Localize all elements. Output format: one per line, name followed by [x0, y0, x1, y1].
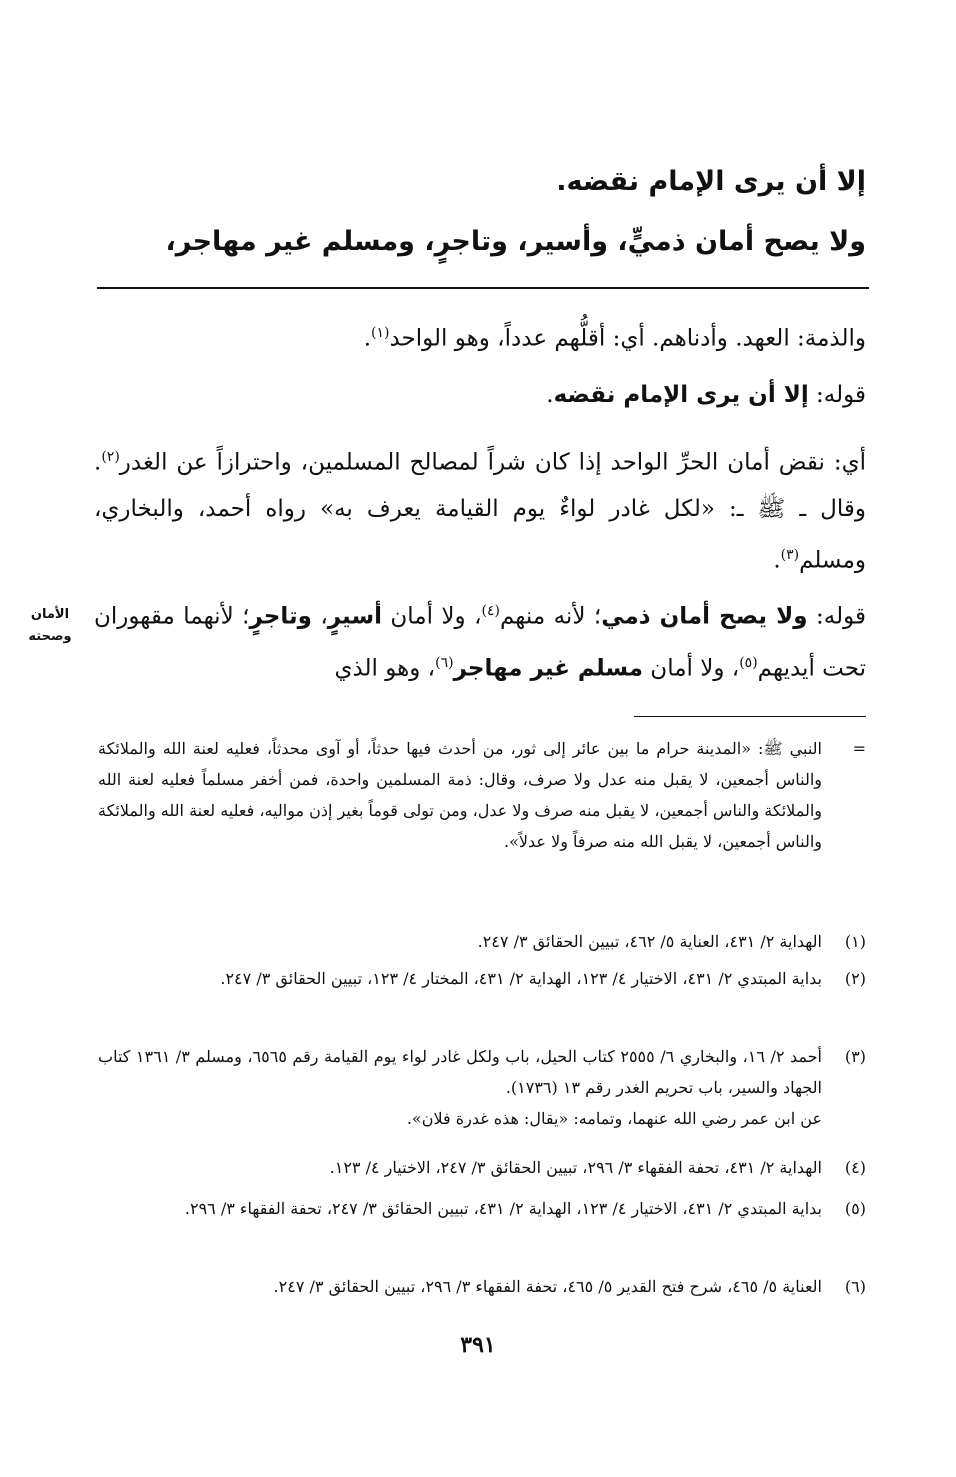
- p4-text-3: ،: [311, 603, 328, 630]
- commentary-paragraph-4: [94, 588, 866, 691]
- quoted-matn: ولا يصح أمان ذمي: [601, 603, 808, 630]
- footnote-text: بداية المبتدي ٢/ ٤٣١، الاختيار ٤/ ١٢٣، الهداية ٢/ ٤٣١، المختار ٤/ ١٢٣، تبيين الحقائق ٣/ ٢٤٧.: [220, 969, 822, 988]
- footnote-number: (١): [844, 932, 866, 951]
- footnote-ref: (٣): [780, 546, 800, 563]
- commentary-paragraph-1: [94, 310, 866, 362]
- footnote-number: (٦): [844, 1277, 866, 1296]
- page-number: ٣٩١: [460, 1332, 496, 1358]
- footnote-6: [98, 1271, 866, 1302]
- footnote-text: الهداية ٢/ ٤٣١، تحفة الفقهاء ٣/ ٢٩٦، تبيين الحقائق ٣/ ٢٤٧، الاختيار ٤/ ١٢٣.: [329, 1158, 822, 1177]
- footnote-ref: (١): [371, 325, 390, 341]
- margin-heading-line-1: الأمان: [30, 607, 70, 622]
- footnote-4: [98, 1152, 866, 1183]
- p4-text-1: ؛ لأنه منهم: [499, 603, 602, 630]
- p2-lead: قوله:: [808, 382, 866, 408]
- footnote-ref: (٢): [101, 449, 120, 465]
- footnote-number: (٢): [844, 969, 866, 988]
- p4-text-2: ، ولا أمان: [381, 603, 482, 630]
- matn-line-1: إلا أن يرى الإمام نقضه.: [556, 166, 866, 197]
- footnote-5: [98, 1193, 866, 1224]
- footnote-number: (٣): [844, 1047, 866, 1066]
- margin-heading-line-2: وصحته: [28, 629, 72, 644]
- footnote-text: النبي ﷺ: «المدينة حرام ما بين عائر إلى ثور، من أحدث فيها حدثاً، أو آوى محدثاً، فعليه لعنة الله والملائكة والناس أجمعين، لا يقبل منه عدل ولا صرف، وقال: ذمة المسلمين واحدة، فمن أخفر مسلماً فعليه لعنة الله والملائكة والناس أجمعين، لا يقبل منه صرف ولا عدل، ومن تولى قوماً بغير إذن مواليه، فعليه لعنة الله والملائكة والناس أجمعين، لا يقبل الله منه صرفاً ولا عدلاً».: [98, 739, 822, 851]
- commentary-paragraph-3: [94, 434, 866, 583]
- p2-end: .: [546, 382, 554, 408]
- footnote-3: [98, 1041, 866, 1134]
- footnote-number: (٥): [844, 1199, 866, 1218]
- footnote-number: (٤): [844, 1158, 866, 1177]
- p4-text-4: ؛ لأنهما مقهوران تحت أيديهم: [94, 603, 866, 682]
- margin-heading: [18, 604, 82, 648]
- p1-text: والذمة: العهد. وأدناهم. أي: أقلُّهم عدداً، وهو الواحد: [389, 325, 866, 352]
- quoted-matn: مسلم غير مهاجر: [453, 655, 643, 682]
- p3-text-2: . وقال ـ ﷺ ـ: «لكل غادر لواءٌ يوم القيامة يعرف به» رواه أحمد، والبخاري، ومسلم: [94, 449, 866, 574]
- footnote-2: [98, 963, 866, 994]
- matn-line-2: ولا يصح أمان ذميٍّ، وأسير، وتاجرٍ، ومسلم غير مهاجر،: [165, 226, 866, 257]
- footnote-text-continued: عن ابن عمر رضي الله عنهما، وتمامه: «يقال: هذه غدرة فلان».: [406, 1109, 822, 1128]
- footnote-ref: (٤): [481, 603, 500, 619]
- footnote-separator: [634, 716, 866, 717]
- footnote-text: بداية المبتدي ٢/ ٤٣١، الاختيار ٤/ ١٢٣، الهداية ٢/ ٤٣١، تبيين الحقائق ٣/ ٢٤٧، تحفة الفقهاء ٣/ ٢٩٦.: [184, 1199, 822, 1218]
- p4-text-5: ، ولا أمان: [643, 655, 740, 682]
- p3-end: .: [773, 547, 781, 574]
- footnote-text: الهداية ٢/ ٤٣١، العناية ٥/ ٤٦٢، تبيين الحقائق ٣/ ٢٤٧.: [477, 932, 822, 951]
- p3-text-1: أي: نقض أمان الحرِّ الواحد إذا كان شراً لمصالح المسلمين، واحترازاً عن الغدر: [119, 449, 866, 476]
- p4-text-6: ، وهو الذي: [334, 655, 436, 682]
- footnote-ref: (٥): [739, 654, 758, 671]
- matn-separator: [97, 287, 869, 289]
- continuation-marker: =: [852, 739, 866, 758]
- footnote-1: [98, 926, 866, 957]
- footnote-text: العناية ٥/ ٤٦٥، شرح فتح القدير ٥/ ٤٦٥، تحفة الفقهاء ٣/ ٢٩٦، تبيين الحقائق ٣/ ٢٤٧.: [273, 1277, 822, 1296]
- footnote-text: أحمد ٢/ ١٦، والبخاري ٦/ ٢٥٥٥ كتاب الحيل، باب ولكل غادر لواء يوم القيامة رقم ٦٥٦٥، ومسلم ٣/ ١٣٦١ كتاب الجهاد والسير، باب تحريم الغدر رقم ١٣ (١٧٣٦).: [98, 1047, 822, 1097]
- footnote-ref: (٦): [435, 654, 454, 671]
- commentary-paragraph-2: [94, 372, 866, 418]
- quoted-matn: وتاجرٍ: [249, 603, 312, 630]
- footnote-continuation: [98, 733, 866, 857]
- quoted-matn: أسيرٍ: [327, 603, 382, 630]
- p1-end: .: [363, 325, 372, 352]
- p4-lead: قوله:: [807, 603, 866, 630]
- quoted-matn: إلا أن يرى الإمام نقضه: [553, 382, 809, 408]
